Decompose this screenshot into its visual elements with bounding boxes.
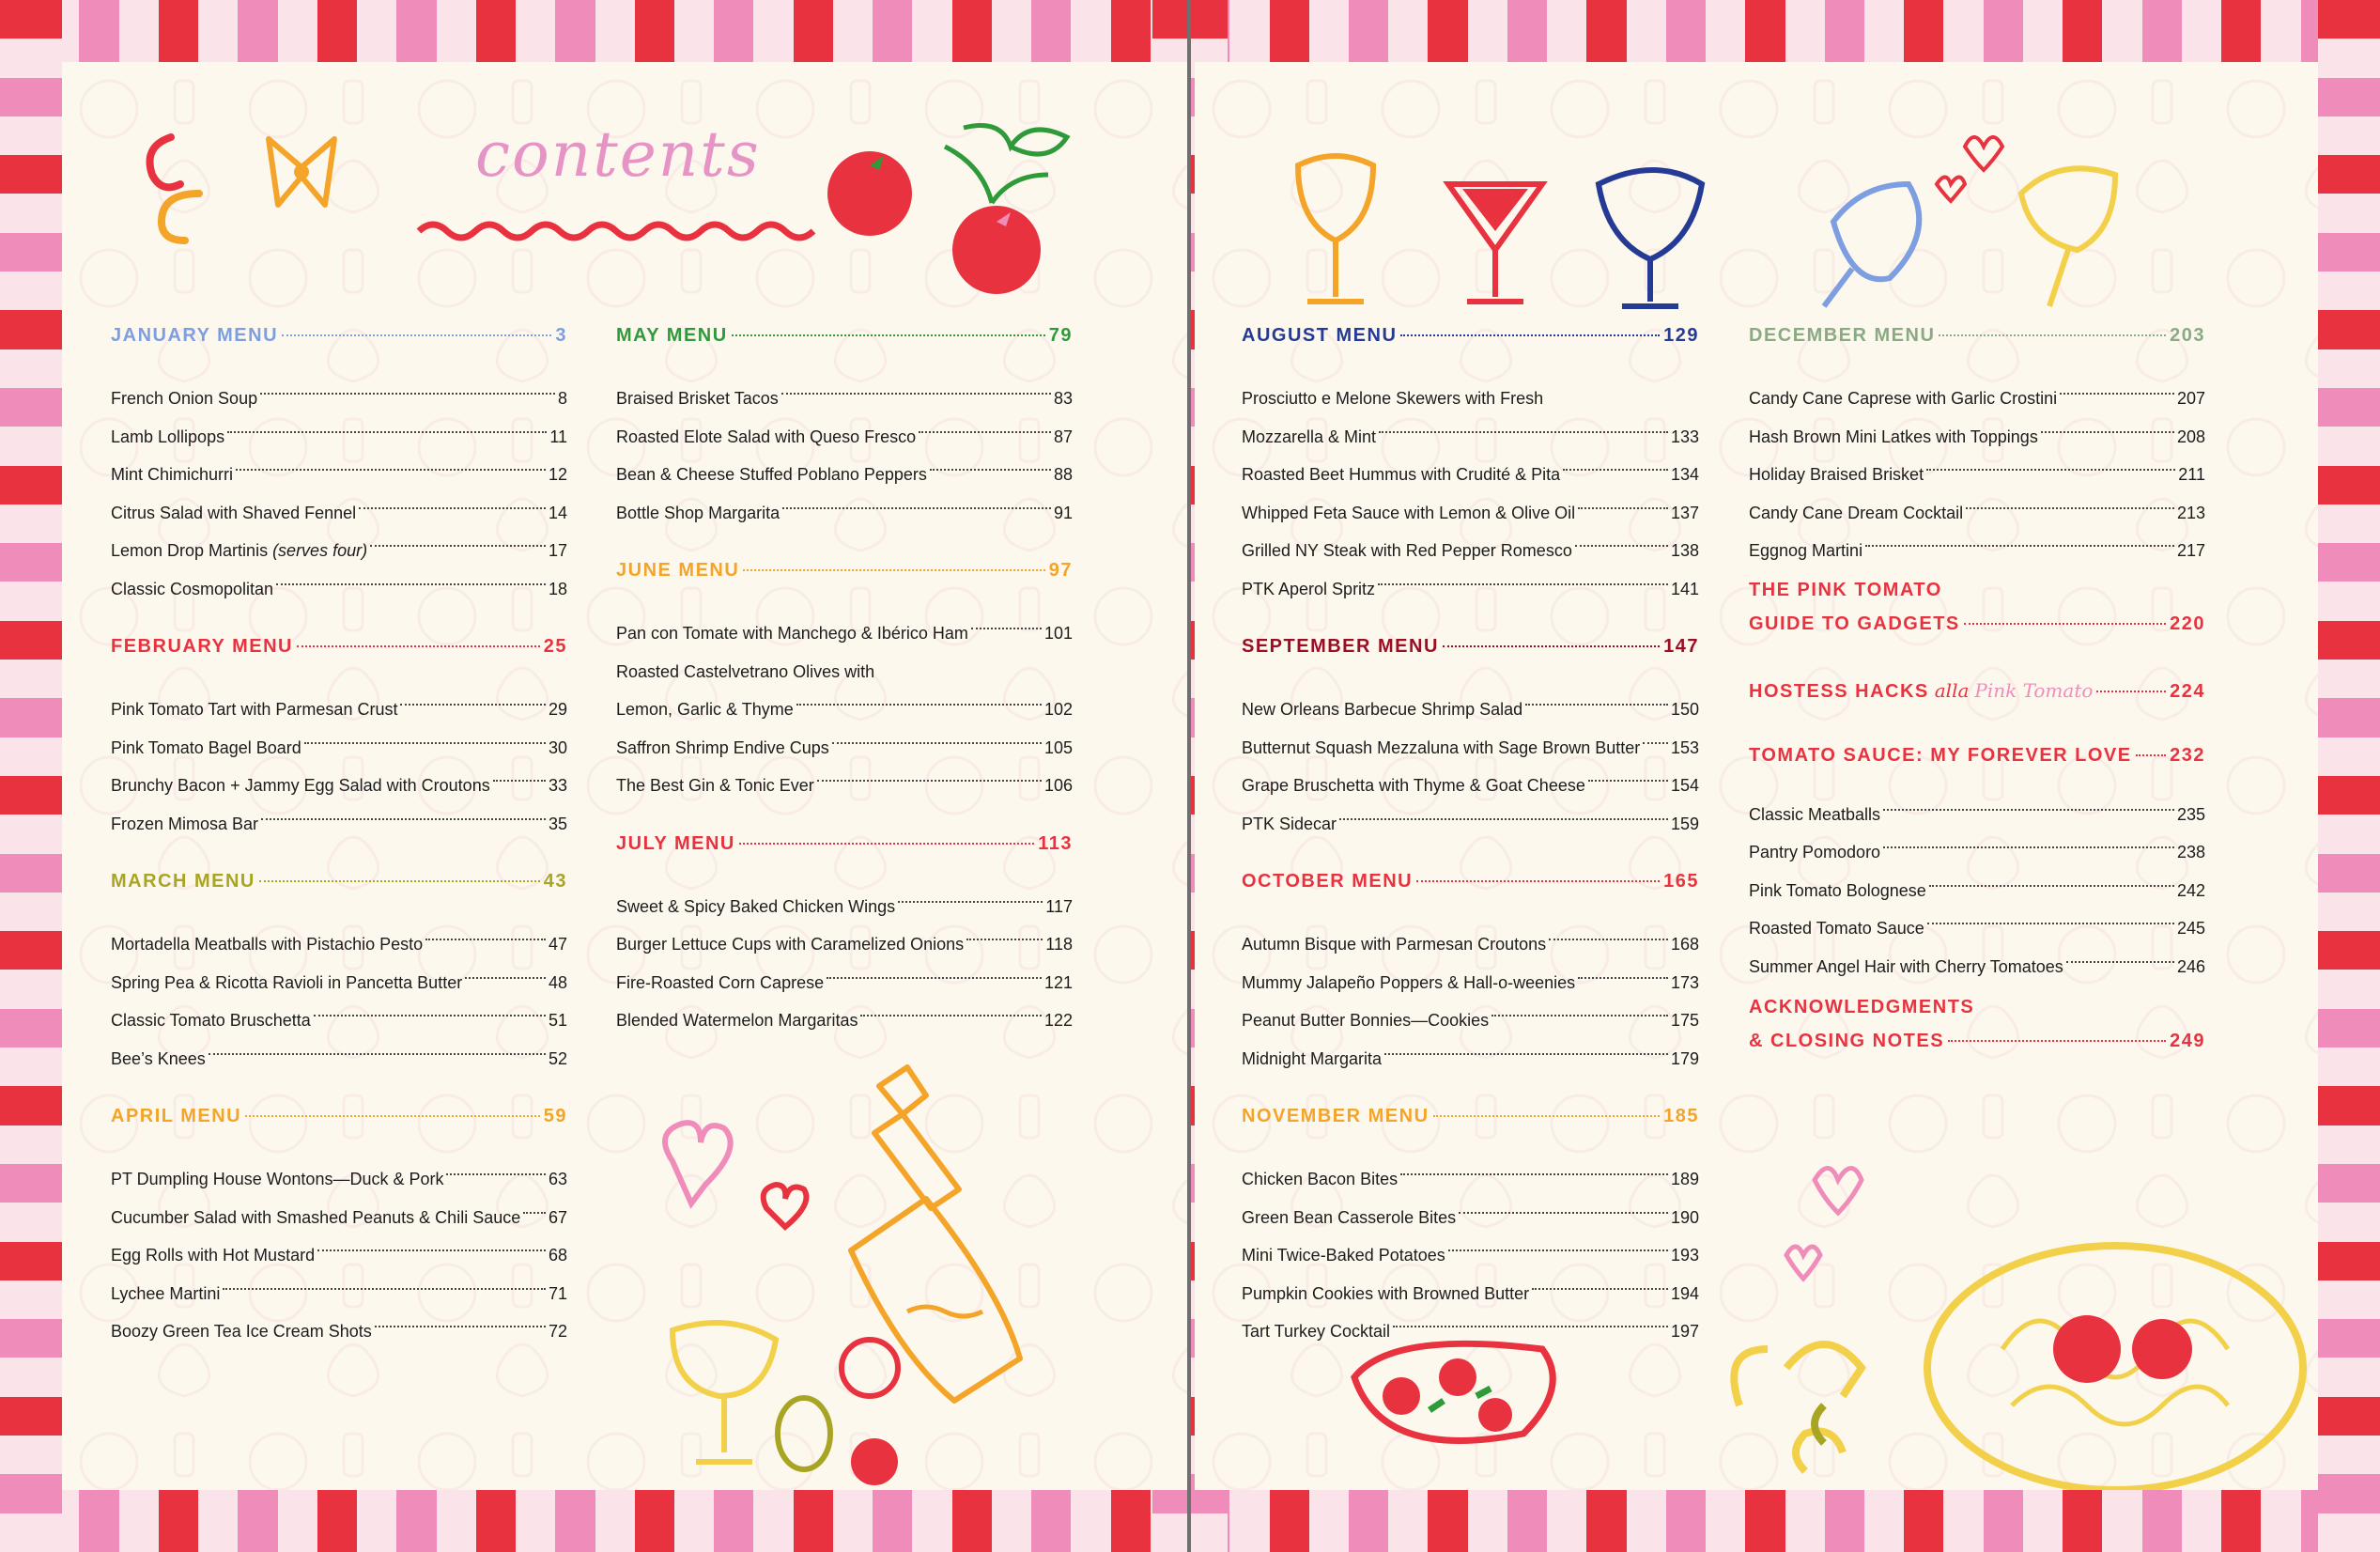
toc-entry-title: Grilled NY Steak with Red Pepper Romesco	[1242, 541, 1572, 560]
toc-entry-page: 173	[1670, 972, 1699, 992]
toc-entry-page: 175	[1670, 1011, 1699, 1030]
toc-entry[interactable]	[111, 418, 567, 457]
toc-entry-page: 101	[1043, 624, 1073, 643]
toc-entry-title: Grape Bruschetta with Thyme & Goat Cheese	[1242, 776, 1585, 795]
toc-entry[interactable]	[1242, 1001, 1699, 1040]
toc-entry[interactable]	[111, 532, 567, 570]
toc-entry-page: 137	[1670, 503, 1699, 522]
toc-entry[interactable]	[111, 1160, 567, 1199]
left-column-2	[616, 325, 1073, 1040]
toc-entry-page: 17	[548, 541, 567, 560]
toc-entry-page: 246	[2176, 956, 2205, 976]
toc-entry-title: Brunchy Bacon + Jammy Egg Salad with Croutons	[111, 776, 490, 795]
toc-section	[111, 843, 567, 1078]
toc-entry-page: 18	[548, 579, 567, 598]
toc-entry-title: PTK Sidecar	[1242, 814, 1337, 833]
toc-entry-title: Summer Angel Hair with Cherry Tomatoes	[1749, 956, 2063, 976]
toc-entry-title: Citrus Salad with Shaved Fennel	[111, 503, 357, 522]
toc-entry-page: 179	[1670, 1048, 1699, 1068]
toc-entry[interactable]	[1749, 456, 2205, 494]
toc-entry[interactable]	[1242, 570, 1699, 609]
toc-entry-page: 52	[548, 1048, 567, 1068]
toc-entry[interactable]	[616, 888, 1073, 926]
toc-section	[616, 532, 1073, 805]
toc-heading[interactable]: AUGUST MENU 129	[1242, 325, 1699, 346]
toc-entry-title: Lemon Drop Martinis	[111, 541, 269, 560]
toc-entry-title: Mortadella Meatballs with Pistachio Pesto	[111, 935, 424, 954]
toc-entry[interactable]	[1749, 948, 2205, 986]
toc-entry[interactable]	[111, 767, 567, 805]
toc-entry[interactable]	[111, 805, 567, 844]
toc-heading[interactable]: GUIDE TO GADGETS 220	[1749, 613, 2205, 634]
toc-heading[interactable]: JANUARY MENU 3	[111, 325, 567, 346]
toc-entry-title: PT Dumpling House Wontons—Duck & Pork	[111, 1170, 444, 1188]
toc-entry-page: 138	[1670, 541, 1699, 560]
toc-heading[interactable]: SEPTEMBER MENU 147	[1242, 636, 1699, 657]
toc-entry-page: 102	[1043, 700, 1073, 719]
toc-entry-title: Classic Tomato Bruschetta	[111, 1011, 311, 1030]
toc-entry-page: 117	[1045, 896, 1073, 916]
macaroni-icon	[133, 118, 246, 250]
toc-entry-page: 150	[1670, 700, 1699, 719]
toc-entry[interactable]	[1242, 1199, 1699, 1237]
toc-entry-title: Classic Meatballs	[1749, 804, 1881, 824]
toc-entry-title: Spring Pea & Ricotta Ravioli in Pancetta Butter	[111, 972, 463, 992]
toc-entry[interactable]	[1242, 767, 1699, 805]
tomato-icon	[813, 100, 1095, 306]
toc-entry[interactable]	[616, 494, 1073, 533]
toc-entry-title: Lychee Martini	[111, 1283, 221, 1303]
toc-entry[interactable]	[1242, 691, 1699, 729]
toc-entry[interactable]	[1242, 1275, 1699, 1313]
toc-entry-page: 189	[1670, 1170, 1699, 1188]
toc-entry[interactable]	[1242, 925, 1699, 964]
toc-entry[interactable]	[616, 456, 1073, 494]
toc-heading[interactable]: DECEMBER MENU 203	[1749, 325, 2205, 346]
toc-entry-title: Midnight Margarita	[1242, 1048, 1383, 1068]
toc-entry-page: 133	[1670, 427, 1699, 446]
toc-entry-title: Roasted Castelvetrano Olives with	[616, 661, 875, 681]
toc-entry-title: French Onion Soup	[111, 389, 258, 408]
toc-entry-page: 207	[2176, 389, 2205, 408]
toc-entry[interactable]	[616, 380, 1073, 418]
toc-entry-title: Roasted Beet Hummus with Crudité & Pita	[1242, 465, 1561, 484]
toc-heading[interactable]: MARCH MENU 43	[111, 871, 567, 892]
toc-entry-page: 106	[1043, 776, 1073, 795]
toc-entry-page: 51	[548, 1011, 567, 1030]
toc-section	[1242, 843, 1699, 1078]
toc-entry-page: 217	[2176, 541, 2205, 560]
toc-entry[interactable]	[111, 1236, 567, 1275]
toc-entry-title: Whipped Feta Sauce with Lemon & Olive Oil	[1242, 503, 1576, 522]
toc-entry-page: 154	[1670, 776, 1699, 795]
toc-entry[interactable]	[111, 964, 567, 1002]
toc-entry-page: 193	[1670, 1246, 1699, 1265]
toc-entry-title: Fire-Roasted Corn Caprese	[616, 972, 825, 992]
toc-entry-title: Roasted Tomato Sauce	[1749, 919, 1924, 938]
toc-entry-title: Cucumber Salad with Smashed Peanuts & Chili Sauce	[111, 1207, 521, 1227]
toc-entry[interactable]	[616, 691, 1073, 729]
right-page	[1195, 62, 2318, 1490]
toc-entry-title: Lemon, Garlic & Thyme	[616, 700, 794, 719]
toc-entry-title: Prosciutto e Melone Skewers with Fresh	[1242, 389, 1544, 408]
toc-entry[interactable]	[616, 767, 1073, 805]
page-title: contents	[475, 118, 761, 191]
toc-heading[interactable]: HOSTESS HACKS alla Pink Tomato 224	[1749, 678, 2205, 702]
toc-entry-page: 83	[1053, 389, 1073, 408]
toc-entry[interactable]	[1242, 380, 1699, 418]
toc-entry-page: 72	[548, 1322, 567, 1341]
toc-entry-page: 238	[2176, 843, 2205, 861]
toc-entry-page: 118	[1045, 935, 1073, 954]
toc-entry-title: Pumpkin Cookies with Browned Butter	[1242, 1283, 1530, 1303]
toc-entry[interactable]	[111, 1001, 567, 1040]
toc-entry-page: 91	[1053, 503, 1073, 522]
toc-entry-title: Mozzarella & Mint	[1242, 427, 1377, 446]
toc-entry[interactable]	[1749, 796, 2205, 834]
toc-entry-title: Bottle Shop Margarita	[616, 503, 780, 522]
toc-entry-title: Hash Brown Mini Latkes with Toppings	[1749, 427, 2038, 446]
toc-entry-title: Bee’s Knees	[111, 1048, 206, 1068]
left-page	[62, 62, 1189, 1490]
toc-entry-page: 63	[548, 1170, 567, 1188]
toc-entry[interactable]	[1749, 833, 2205, 872]
toc-heading[interactable]: OCTOBER MENU 165	[1242, 871, 1699, 892]
toc-section	[616, 805, 1073, 1040]
champagne-bottle-icon	[654, 1048, 1180, 1490]
december-section	[1749, 325, 2205, 570]
toc-entry-title: Pink Tomato Tart with Parmesan Crust	[111, 700, 398, 719]
toc-entry-title: Chicken Bacon Bites	[1242, 1170, 1399, 1188]
cocktail-glasses-icon	[1289, 100, 2284, 316]
toc-entry[interactable]	[1242, 418, 1699, 457]
toc-heading: THE PINK TOMATO	[1749, 579, 1942, 600]
toc-entry[interactable]	[111, 1199, 567, 1237]
toc-entry[interactable]	[1242, 729, 1699, 768]
toc-entry-page: 168	[1670, 935, 1699, 954]
toc-entry[interactable]	[1242, 532, 1699, 570]
toc-entry-page: 71	[548, 1283, 567, 1303]
toc-section	[1242, 608, 1699, 843]
toc-entry-page: 47	[548, 935, 567, 954]
toc-entry-title: Blended Watermelon Margaritas	[616, 1011, 858, 1030]
toc-entry-title: Pan con Tomate with Manchego & Ibérico Ham	[616, 624, 968, 643]
toc-section	[616, 325, 1073, 532]
toc-entry-page: 197	[1670, 1322, 1699, 1341]
toc-entry-page: 8	[557, 389, 567, 408]
toc-entry-title: PTK Aperol Spritz	[1242, 579, 1376, 598]
toc-entry[interactable]	[111, 1312, 567, 1351]
toc-entry[interactable]	[616, 418, 1073, 457]
toc-entry-title: Lamb Lollipops	[111, 427, 225, 446]
toc-entry[interactable]	[111, 570, 567, 609]
toc-entry-title: Green Bean Casserole Bites	[1242, 1207, 1457, 1227]
toc-entry-title: New Orleans Barbecue Shrimp Salad	[1242, 700, 1523, 719]
toc-entry-page: 122	[1043, 1011, 1073, 1030]
toc-entry-title: Egg Rolls with Hot Mustard	[111, 1246, 316, 1265]
toc-entry[interactable]	[1749, 380, 2205, 418]
toc-entry[interactable]	[616, 964, 1073, 1002]
toc-entry-title: Peanut Butter Bonnies—Cookies	[1242, 1011, 1490, 1030]
spaghetti-icon	[1702, 1161, 2312, 1490]
toc-entry-page: 134	[1670, 465, 1699, 484]
toc-entry-page: 141	[1670, 579, 1699, 598]
toc-entry-page: 67	[548, 1207, 567, 1227]
toc-entry-page: 235	[2176, 804, 2205, 824]
toc-entry-page: 87	[1053, 427, 1073, 446]
left-column-1	[111, 325, 567, 1351]
toc-entry-page: 35	[548, 814, 567, 833]
toc-entry-title: Pink Tomato Bagel Board	[111, 737, 301, 757]
toc-entry-title: Mummy Jalapeño Poppers & Hall-o-weenies	[1242, 972, 1576, 992]
toc-entry[interactable]	[1749, 418, 2205, 457]
toc-entry-title: Braised Brisket Tacos	[616, 389, 779, 408]
toc-entry-page: 48	[548, 972, 567, 992]
toc-entry[interactable]	[616, 925, 1073, 964]
toc-entry-page: 11	[549, 427, 567, 446]
toc-entry-title: Burger Lettuce Cups with Caramelized Onions	[616, 935, 965, 954]
toc-entry[interactable]	[616, 653, 1073, 691]
pizza-icon	[1336, 1321, 1580, 1462]
toc-entry[interactable]	[1242, 1040, 1699, 1079]
toc-heading[interactable]: JUNE MENU 97	[616, 560, 1073, 581]
toc-entry-page: 208	[2176, 427, 2205, 446]
toc-entry-title: Roasted Elote Salad with Queso Fresco	[616, 427, 917, 446]
toc-entry-page: 14	[548, 503, 567, 522]
toc-entry-page: 29	[548, 700, 567, 719]
toc-entry[interactable]	[111, 456, 567, 494]
toc-entry-page: 159	[1670, 814, 1699, 833]
toc-entry-title: Frozen Mimosa Bar	[111, 814, 259, 833]
toc-entry-title: Tart Turkey Cocktail	[1242, 1322, 1391, 1341]
toc-entry-title: Pantry Pomodoro	[1749, 843, 1881, 861]
toc-entry-page: 242	[2176, 880, 2205, 900]
toc-entry[interactable]	[1749, 909, 2205, 948]
toc-heading[interactable]: & CLOSING NOTES 249	[1749, 1031, 2205, 1051]
toc-heading[interactable]: APRIL MENU 59	[111, 1106, 567, 1126]
toc-entry-page: 194	[1670, 1283, 1699, 1303]
toc-entry[interactable]	[111, 925, 567, 964]
wavy-underline	[414, 212, 827, 250]
left-border	[0, 0, 62, 1552]
toc-entry[interactable]	[1749, 872, 2205, 910]
toc-entry[interactable]	[616, 729, 1073, 768]
book-spine	[1187, 0, 1191, 1552]
toc-entry-page: 213	[2176, 503, 2205, 522]
toc-entry-title: Mini Twice-Baked Potatoes	[1242, 1246, 1445, 1265]
toc-entry-title: Sweet & Spicy Baked Chicken Wings	[616, 896, 896, 916]
toc-entry-title: Holiday Braised Brisket	[1749, 465, 1924, 484]
toc-entry[interactable]	[111, 729, 567, 768]
toc-heading[interactable]: MAY MENU 79	[616, 325, 1073, 346]
toc-entry[interactable]	[1749, 532, 2205, 570]
toc-entry[interactable]	[1242, 494, 1699, 533]
right-column-1	[1242, 325, 1699, 1351]
toc-entry-page: 121	[1043, 972, 1073, 992]
toc-entry-note: (serves four)	[272, 541, 368, 560]
toc-entry-page: 88	[1053, 465, 1073, 484]
toc-entry-page: 105	[1043, 737, 1073, 757]
toc-entry[interactable]	[111, 1040, 567, 1079]
toc-section	[111, 608, 567, 843]
toc-heading: ACKNOWLEDGMENTS	[1749, 997, 1975, 1017]
toc-entry-page: 245	[2176, 919, 2205, 938]
toc-heading[interactable]: NOVEMBER MENU 185	[1242, 1106, 1699, 1126]
toc-entry-page: 68	[548, 1246, 567, 1265]
toc-entry[interactable]	[111, 494, 567, 533]
toc-entry[interactable]	[1749, 494, 2205, 533]
toc-entry-title: Mint Chimichurri	[111, 465, 234, 484]
toc-entry-page: 190	[1670, 1207, 1699, 1227]
toc-heading[interactable]: TOMATO SAUCE: MY FOREVER LOVE 232	[1749, 744, 2205, 766]
toc-section	[111, 325, 567, 608]
toc-entry[interactable]	[1242, 805, 1699, 844]
toc-entry[interactable]	[1242, 1160, 1699, 1199]
toc-entry-title: Saffron Shrimp Endive Cups	[616, 737, 829, 757]
toc-entry[interactable]	[616, 1001, 1073, 1040]
toc-section	[1242, 325, 1699, 608]
toc-entry-title: Butternut Squash Mezzaluna with Sage Brown Butter	[1242, 737, 1641, 757]
toc-entry-page: 211	[2178, 465, 2205, 484]
toc-entry-title: Bean & Cheese Stuffed Poblano Peppers	[616, 465, 927, 484]
toc-section	[1242, 1078, 1699, 1351]
toc-entry-title: Candy Cane Dream Cocktail	[1749, 503, 1964, 522]
toc-entry[interactable]	[1242, 1236, 1699, 1275]
toc-entry-page: 30	[548, 737, 567, 757]
toc-heading[interactable]: JULY MENU 113	[616, 832, 1073, 854]
toc-heading[interactable]: FEBRUARY MENU 25	[111, 636, 567, 657]
toc-entry[interactable]	[111, 1275, 567, 1313]
right-border	[2318, 0, 2380, 1552]
toc-entry-title: Eggnog Martini	[1749, 541, 1863, 560]
right-column-2	[1749, 325, 2205, 1064]
toc-entry-title: Autumn Bisque with Parmesan Croutons	[1242, 935, 1547, 954]
toc-section	[111, 1078, 567, 1351]
toc-entry-page: 153	[1670, 737, 1699, 757]
toc-entry-title: Candy Cane Caprese with Garlic Crostini	[1749, 389, 2058, 408]
toc-entry[interactable]	[1242, 456, 1699, 494]
toc-entry[interactable]	[1242, 964, 1699, 1002]
toc-entry-title: Pink Tomato Bolognese	[1749, 880, 1926, 900]
toc-entry-page: 12	[548, 465, 567, 484]
toc-entry[interactable]	[111, 380, 567, 418]
toc-entry-title: The Best Gin & Tonic Ever	[616, 776, 814, 795]
toc-entry-page: 33	[548, 776, 567, 795]
toc-entry[interactable]	[111, 691, 567, 729]
toc-entry[interactable]	[616, 614, 1073, 653]
toc-entry-title: Boozy Green Tea Ice Cream Shots	[111, 1322, 372, 1341]
toc-entry-title: Classic Cosmopolitan	[111, 579, 274, 598]
farfalle-icon	[250, 120, 353, 224]
